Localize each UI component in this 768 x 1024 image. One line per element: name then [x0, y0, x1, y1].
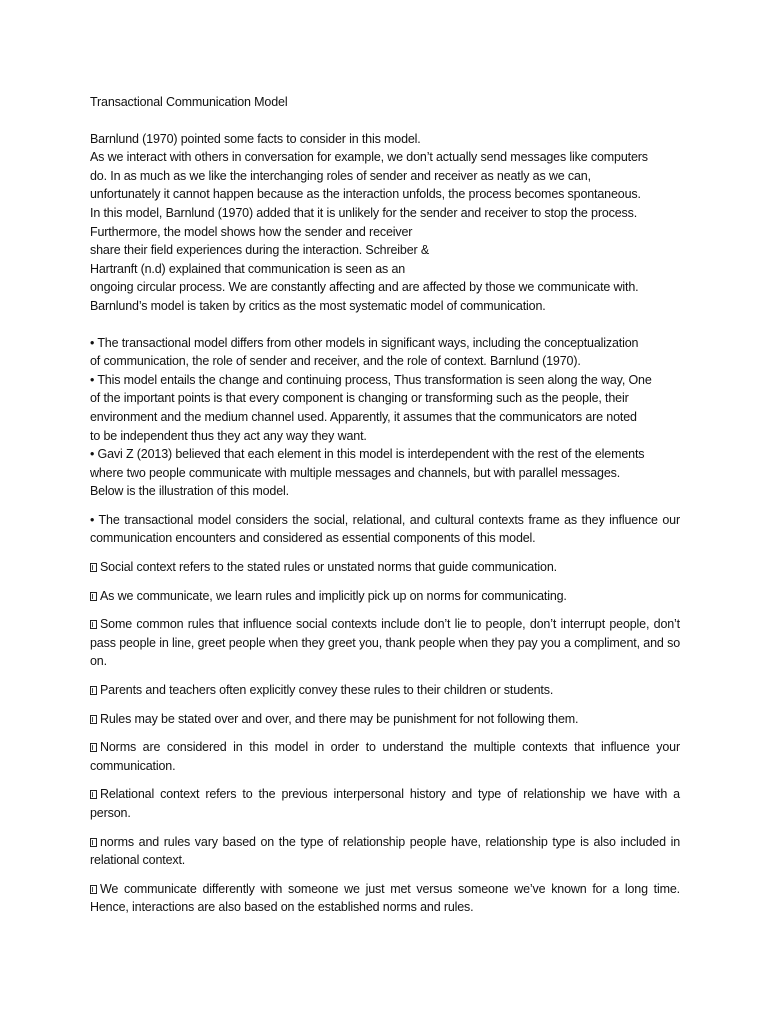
missing-glyph-icon: [90, 563, 97, 572]
missing-glyph-icon: [90, 686, 97, 695]
missing-glyph-icon: [90, 885, 97, 894]
intro-line: As we interact with others in conversation for example, we don’t actually send messages like computers: [90, 150, 648, 165]
context-list-item-text: We communicate differently with someone we just met versus someone we’ve known for a long time. Hence, interactions are also based on the established norms and rules.: [90, 881, 680, 915]
bullet-line: to be independent thus they act any way they want.: [90, 428, 367, 443]
intro-line: ongoing circular process. We are constantly affecting and are affected by those we communicate with.: [90, 280, 639, 295]
context-list-item: [90, 710, 680, 729]
missing-glyph-icon: [90, 620, 97, 629]
bullet-line: where two people communicate with multiple messages and channels, but with parallel messages.: [90, 465, 621, 480]
bullet-line: • This model entails the change and continuing process, Thus transformation is seen along the way, One: [90, 372, 652, 387]
context-list-item-text: Some common rules that influence social contexts include don’t lie to people, don’t interrupt people, don’t pass people in line, greet people when they greet you, thank people when they pay you a compliment, and so on.: [90, 617, 680, 669]
document-title: Transactional Communication Model: [90, 95, 288, 109]
intro-line: share their field experiences during the interaction. Schreiber &: [90, 243, 430, 258]
bullet-line: • Gavi Z (2013) believed that each element in this model is interdependent with the rest of the elements: [90, 447, 645, 462]
intro-line: Barnlund’s model is taken by critics as the most systematic model of communication.: [90, 298, 546, 313]
missing-glyph-icon: [90, 838, 97, 847]
context-list-item: [90, 785, 680, 822]
context-list-item-text: Rules may be stated over and over, and there may be punishment for not following them.: [100, 711, 579, 726]
missing-glyph-icon: [90, 790, 97, 799]
context-list-item: [90, 681, 680, 700]
context-list-item: [90, 615, 680, 671]
context-list-item-text: Relational context refers to the previous interpersonal history and type of relationship we have with a person.: [90, 787, 680, 820]
intro-line: Barnlund (1970) pointed some facts to consider in this model.: [90, 131, 421, 146]
intro-line: Hartranft (n.d) explained that communication is seen as an: [90, 261, 406, 276]
context-list-item: [90, 833, 680, 870]
intro-paragraph: [90, 130, 680, 316]
bullet-line: of communication, the role of sender and receiver, and the role of context. Barnlund (1970).: [90, 354, 581, 369]
context-list-item-text: Social context refers to the stated rules or unstated norms that guide communication.: [100, 560, 557, 575]
missing-glyph-icon: [90, 592, 97, 601]
context-list-item-text: norms and rules vary based on the type of relationship people have, relationship type is also included in relational context.: [90, 834, 680, 868]
context-list-item-text: As we communicate, we learn rules and implicitly pick up on norms for communicating.: [100, 588, 567, 603]
context-list-item: [90, 587, 680, 606]
bullet-line: environment and the medium channel used. Apparently, it assumes that the communicators are noted: [90, 409, 637, 424]
bullet-line: • The transactional model differs from other models in significant ways, including the conceptualization: [90, 335, 639, 350]
missing-glyph-icon: [90, 743, 97, 752]
intro-line: Furthermore, the model shows how the sender and receiver: [90, 224, 413, 239]
intro-line: unfortunately it cannot happen because as the interaction unfolds, the process becomes spontaneous.: [90, 187, 641, 202]
bullet-paragraph: [90, 334, 680, 501]
bullet-line: of the important points is that every component is changing or transforming such as the people, their: [90, 391, 629, 406]
context-list-item-text: Norms are considered in this model in order to understand the multiple contexts that influence your communication.: [90, 740, 680, 773]
context-list-item-text: Parents and teachers often explicitly convey these rules to their children or students.: [100, 683, 554, 698]
document-page: [90, 93, 680, 917]
intro-line: do. In as much as we like the interchanging roles of sender and receiver as neatly as we can,: [90, 168, 591, 183]
context-list-item: [90, 738, 680, 775]
context-intro-paragraph: • The transactional model considers the social, relational, and cultural contexts frame as they influence our communication encounters and considered as essential components of this model.: [90, 512, 680, 546]
bullet-line: Below is the illustration of this model.: [90, 484, 289, 499]
context-list-item: [90, 558, 680, 577]
context-list-item: [90, 880, 680, 917]
missing-glyph-icon: [90, 715, 97, 724]
intro-line: In this model, Barnlund (1970) added that it is unlikely for the sender and receiver to stop the process.: [90, 205, 638, 220]
